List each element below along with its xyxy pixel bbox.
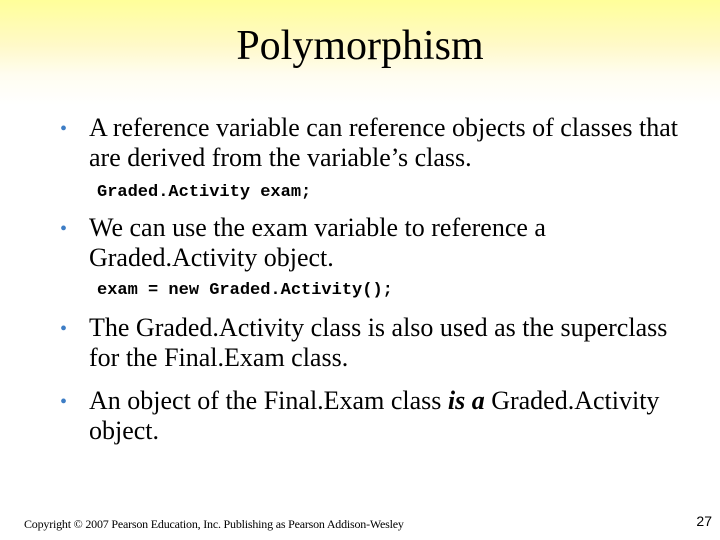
bullet-item — [60, 113, 700, 173]
bullet-text-end: Graded.Activity object. — [89, 386, 660, 445]
bullet-icon: • — [60, 391, 68, 413]
bullet-text: We can use the exam variable to reference a Graded.Activity object. — [89, 213, 546, 272]
bullet-icon: • — [60, 318, 68, 340]
bullet-emphasis: is a — [447, 386, 485, 415]
bullet-item — [60, 386, 700, 446]
slide-body — [60, 113, 700, 446]
slide-title: Polymorphism — [236, 23, 484, 69]
code-line: exam = new Graded.Activity(); — [97, 281, 393, 300]
bullet-icon: • — [60, 118, 68, 140]
bullet-item — [60, 313, 700, 373]
bullet-item — [60, 213, 700, 273]
bullet-icon: • — [60, 218, 68, 240]
page-number: 27 — [696, 513, 712, 529]
copyright-footer: Copyright © 2007 Pearson Education, Inc. Publishing as Pearson Addison-Wesley — [24, 517, 404, 531]
bullet-text-start: An object of the Final.Exam class — [89, 386, 448, 415]
bullet-text: A reference variable can reference objects of classes that are derived from the variable’s class. — [89, 113, 678, 172]
bullet-text: The Graded.Activity class is also used as the superclass for the Final.Exam class. — [89, 313, 668, 372]
code-line: Graded.Activity exam; — [97, 183, 312, 202]
